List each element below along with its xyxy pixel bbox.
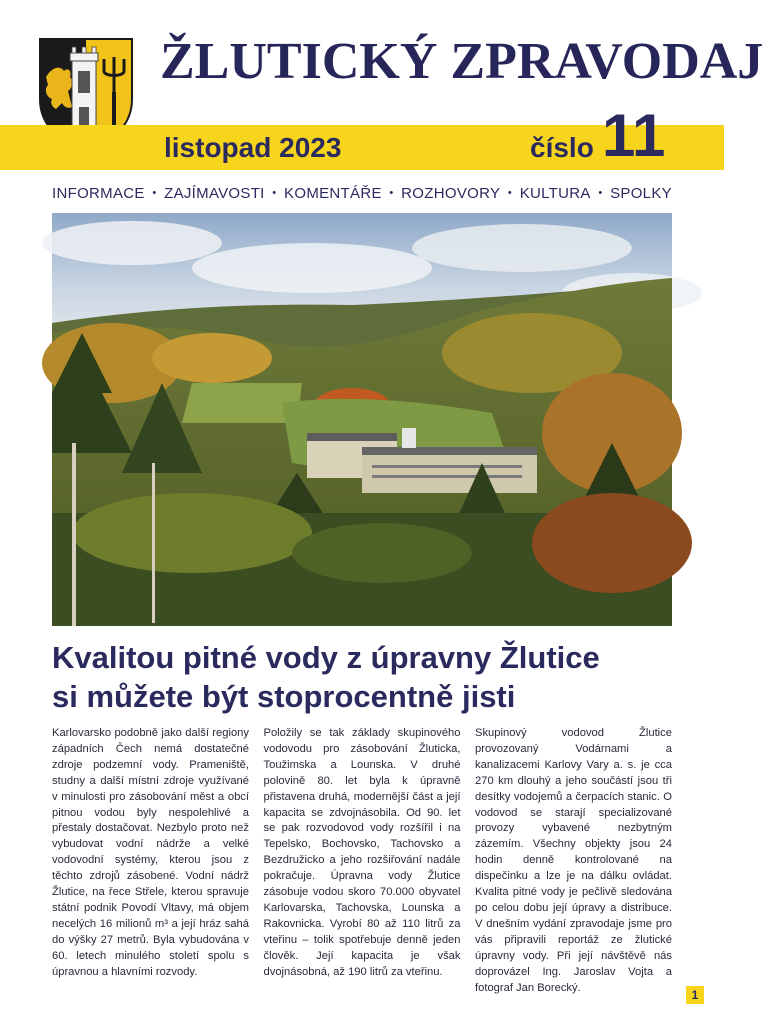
- separator-dot: •: [272, 187, 277, 199]
- issue-number: 11: [602, 102, 666, 169]
- article-paragraph: Karlovarsko podobně jako další regiony západních Čech nemá dostatečné zdroje podzemní vody. Prameniště, studny a další místní zdroje využívané v minulosti pro zásobování měst a obcí pitnou vodou byly nespolehlivé a přestaly dostačovat. Nezbylo proto než vybudovat vodní nádrže a velké vodovodní systémy, kterou jsou z těchto zdrojů zásobené. Vodní nádrž Žlutice, na řece Střele, kterou spravuje státní podnik Povodí Vltavy, má objem necelých 16 milionů m³ a její hráz sahá do výšky 27 metrů. Byla vybudována v 60. letech minulého století spolu s úpravnou a hlavními rozvody.: [52, 727, 249, 978]
- article-column-2: [264, 726, 461, 976]
- issue-date: listopad 2023: [164, 132, 342, 163]
- section-informace: INFORMACE: [52, 184, 145, 202]
- article-body: [52, 726, 672, 994]
- separator-dot: •: [598, 187, 603, 199]
- article-paragraph: Položily se tak základy skupinového vodovodu pro zásobování Žluticka, Toužimska a Lounska. V druhé polovině 80. let byla k úpravně přistavena druhá, modernější část a její kapacita se zdvojnásobila. Od 90. let se pak rozvodovod vody rozšířil i na Tepelsko, Bochovsko, Tachovsko a Bezdružicko a jeho rozšiřování nadále pokračuje. Úpravna vody Žlutice zásobuje vodou skoro 70.000 obyvatel Karlovarska, Tachovska, Lounska a Rakovnicka. Vyrobí 80 až 110 litrů za vteřinu – tolik spotřebuje denně jeden člověk. Její kapacita je však dvojnásobná, až 190 litrů za vteřinu.: [263, 727, 461, 978]
- sections-list: [52, 183, 672, 203]
- article-headline: [52, 638, 692, 716]
- page-number: 1: [686, 986, 704, 1004]
- headline-line-2: si můžete být stoprocentně jisti: [52, 679, 516, 714]
- cover-photo: [52, 213, 672, 626]
- headline-line-1: Kvalitou pitné vody z úpravny Žlutice: [52, 640, 600, 675]
- issue-label: číslo: [530, 132, 594, 163]
- section-rozhovory: ROZHOVORY: [401, 184, 501, 202]
- article-column-1: [52, 726, 249, 976]
- separator-dot: •: [389, 187, 394, 199]
- section-kultura: KULTURA: [519, 184, 591, 202]
- separator-dot: •: [152, 187, 157, 199]
- article-paragraph: Skupinový vodovod Žlutice provozovaný Vodárnami a kanalizacemi Karlovy Vary a. s. je cca 270 km dlouhý a jeho součástí jsou tři desítky vodojemů a čerpacích stanic. O vodovod se starají specializované provozy vybavené nezbytným zázemím. Všechny objekty jsou 24 hodin denně kontrolované na dispečinku a lze je na dálku ovládat. Kvalita pitné vody je pečlivě sledována po celou dobu její úpravy a distribuce. V dnešním vydání zpravodaje jsme pro vás připravili reportáž ze žlutické úpravny vody. Při její návštěvě nás doprovázel Ing. Jaroslav Vojta a fotograf Jan Borecký.: [475, 727, 672, 994]
- section-spolky: SPOLKY: [610, 184, 672, 202]
- masthead-title: ŽLUTICKÝ ZPRAVODAJ: [160, 33, 763, 90]
- section-komentare: KOMENTÁŘE: [284, 184, 382, 202]
- separator-dot: •: [507, 187, 513, 199]
- article-column-3: [475, 726, 672, 994]
- section-zajimavosti: ZAJÍMAVOSTI: [164, 184, 265, 202]
